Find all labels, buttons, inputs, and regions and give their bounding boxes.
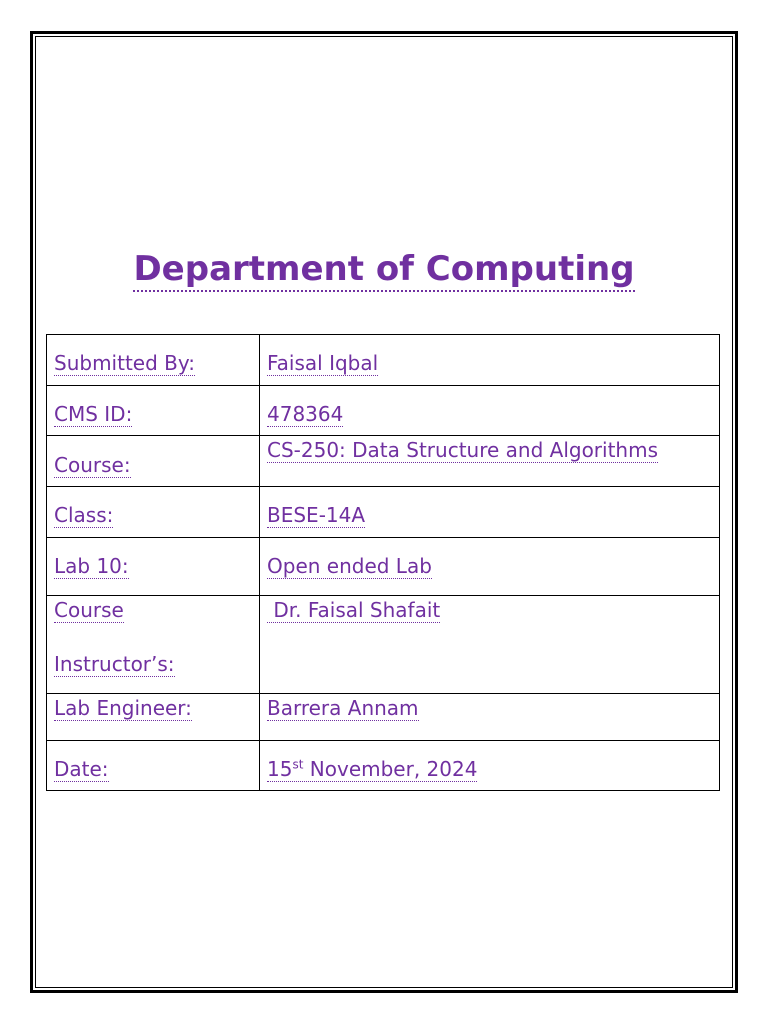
lab-engineer-label: Lab Engineer: bbox=[54, 696, 192, 720]
submission-info-table bbox=[46, 334, 720, 791]
table-row bbox=[47, 386, 720, 436]
instructor-value: Dr. Faisal Shafait bbox=[267, 598, 441, 622]
row-label-cell bbox=[47, 436, 260, 487]
cms-id-value: 478364 bbox=[267, 402, 344, 426]
row-value-cell bbox=[260, 538, 720, 596]
class-label: Class: bbox=[54, 503, 114, 527]
instructor-label bbox=[54, 598, 259, 676]
lab-title-value: Open ended Lab bbox=[267, 554, 432, 578]
date-day: 15 bbox=[267, 757, 293, 781]
row-label-cell bbox=[47, 335, 260, 386]
submitted-by-label: Submitted By: bbox=[54, 351, 195, 375]
date-label: Date: bbox=[54, 757, 109, 781]
row-label-cell bbox=[47, 386, 260, 436]
row-value-cell bbox=[260, 694, 720, 741]
date-rest: November, 2024 bbox=[303, 757, 478, 781]
row-label-cell bbox=[47, 538, 260, 596]
class-value: BESE-14A bbox=[267, 503, 366, 527]
row-value-cell bbox=[260, 436, 720, 487]
row-value-cell bbox=[260, 741, 720, 791]
table-row bbox=[47, 694, 720, 741]
table-row bbox=[47, 335, 720, 386]
row-label-cell bbox=[47, 741, 260, 791]
page-title bbox=[0, 249, 768, 289]
row-value-cell bbox=[260, 596, 720, 694]
instructor-label-line2: Instructor’s: bbox=[54, 652, 175, 676]
lab-engineer-value: Barrera Annam bbox=[267, 696, 419, 720]
date-value bbox=[267, 757, 477, 782]
table-row bbox=[47, 487, 720, 538]
table-row bbox=[47, 596, 720, 694]
row-value-cell bbox=[260, 487, 720, 538]
row-label-cell bbox=[47, 596, 260, 694]
table-row bbox=[47, 436, 720, 487]
cms-id-label: CMS ID: bbox=[54, 402, 133, 426]
lab-number-label: Lab 10: bbox=[54, 554, 129, 578]
table-row bbox=[47, 741, 720, 791]
course-value: CS-250: Data Structure and Algorithms bbox=[267, 438, 659, 462]
row-value-cell bbox=[260, 335, 720, 386]
row-label-cell bbox=[47, 694, 260, 741]
instructor-label-line1: Course bbox=[54, 598, 124, 622]
row-label-cell bbox=[47, 487, 260, 538]
table-row bbox=[47, 538, 720, 596]
course-label: Course: bbox=[54, 453, 131, 477]
date-suffix: st bbox=[292, 757, 304, 772]
row-value-cell bbox=[260, 386, 720, 436]
submitted-by-value: Faisal Iqbal bbox=[267, 351, 379, 375]
page-title-text: Department of Computing bbox=[133, 249, 634, 292]
